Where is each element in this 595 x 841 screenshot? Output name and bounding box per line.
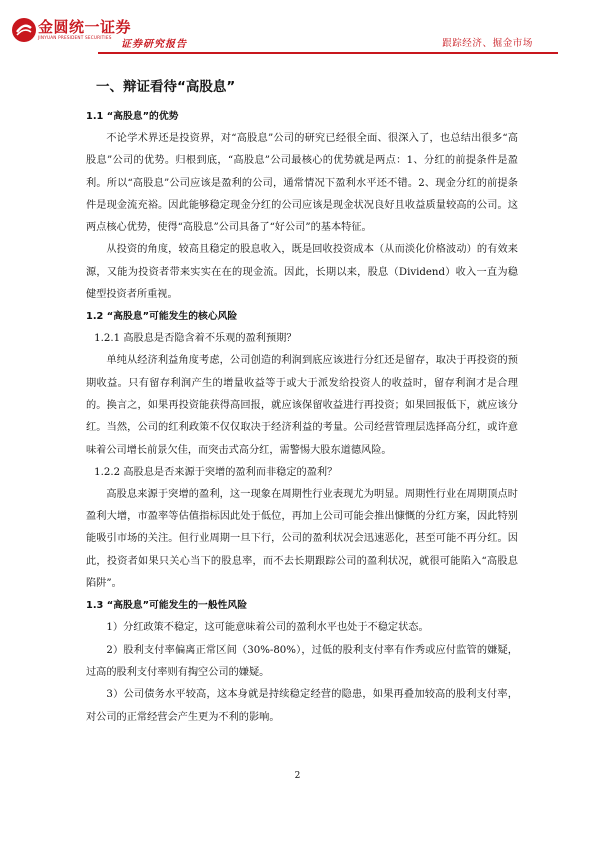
paragraph: 不论学术界还是投资界，对“高股息”公司的研究已经很全面、很深入了，也总结出很多“高股息”公司的优势。归根到底，“高股息”公司最核心的优势就是两点：1、分红的前提条件是盈利。所以“高股息”公司应该是盈利的公司，通常情况下盈利水平还不错。2、现金分红的前提条件是现金流充裕。因此能够稳定现金分红的公司应该是现金状况良好且收益质量较高的公司。这两点核心优势，使得“高股息”公司具备了“好公司”的基本特征。 [86,133,518,234]
list-item: 3）公司债务水平较高，这本身就是持续稳定经营的隐患，如果再叠加较高的股利支付率，对公司的正常经营会产生更为不利的影响。 [86,689,518,723]
list-item: 2）股利支付率偏离正常区间（30%-80%），过低的股利支付率有作秀或应付监管的嫌疑，过高的股利支付率则有掏空公司的嫌疑。 [86,644,518,678]
brand-name: 金圆统一证券 [38,18,132,36]
section-title: 一、辩证看待“高股息” [96,79,236,95]
subsection-title-1-1: 1.1 “高股息”的优势 [86,111,179,122]
page-header [0,0,595,64]
header-rule [98,52,558,54]
page-body [86,76,518,729]
paragraph: 从投资的角度，较高且稳定的股息收入，既是回收投资成本（从而淡化价格波动）的有效来源，又能为投资者带来实实在在的现金流。因此，长期以来，股息（Dividend）收入一直为稳健型投资者所重视。 [86,244,518,301]
subsection-title-1-2: 1.2 “高股息”可能发生的核心风险 [86,311,238,323]
page-number: 2 [294,771,301,781]
paragraph: 单纯从经济利益角度考虑，公司创造的利润到底应该进行分红还是留存，取决于再投资的预期收益。只有留存利润产生的增量收益等于或大于派发给投资人的收益时，留存利润才是合理的。换言之，如果再投资能获得高回报，就应该保留收益进行再投资；如果回报低下，就应该分红。当然，公司的红利政策不仅仅取决于经济利益的考量。公司经营管理层选择高分红，或许意味着公司增长前景欠佳，而突击式高分红，需警惕大股东道德风险。 [86,355,518,456]
subsection-title-1-3: 1.3 “高股息”可能发生的一般性风险 [86,600,248,612]
brand-subtitle: JINYUAN PRESIDENT SECURITIES [38,35,112,40]
paragraph: 高股息来源于突增的盈利，这一现象在周期性行业表现尤为明显。周期性行业在周期顶点时盈利大增，市盈率等估值指标因此处于低位，再加上公司可能会推出慷慨的分红方案，因此特别能吸引市场的关注。但行业周期一旦下行，公司的盈利状况会迅速恶化，甚至可能不再分红。因此，投资者如果只关心当下的股息率，而不去长期跟踪公司的盈利状况，就很可能陷入“高股息陷阱”。 [86,488,518,590]
header-tagline: 跟踪经济、掘金市场 [442,38,533,49]
report-label: 证券研究报告 [121,39,187,50]
brand-logo-icon [12,18,36,42]
question-heading-1-2-1: 1.2.1 高股息是否隐含着不乐观的盈利预期？ [94,333,297,345]
list-item: 1）分红政策不稳定，这可能意味着公司的盈利水平也处于不稳定状态。 [106,622,429,634]
question-heading-1-2-2: 1.2.2 高股息是否来源于突增的盈利而非稳定的盈利？ [94,466,338,478]
